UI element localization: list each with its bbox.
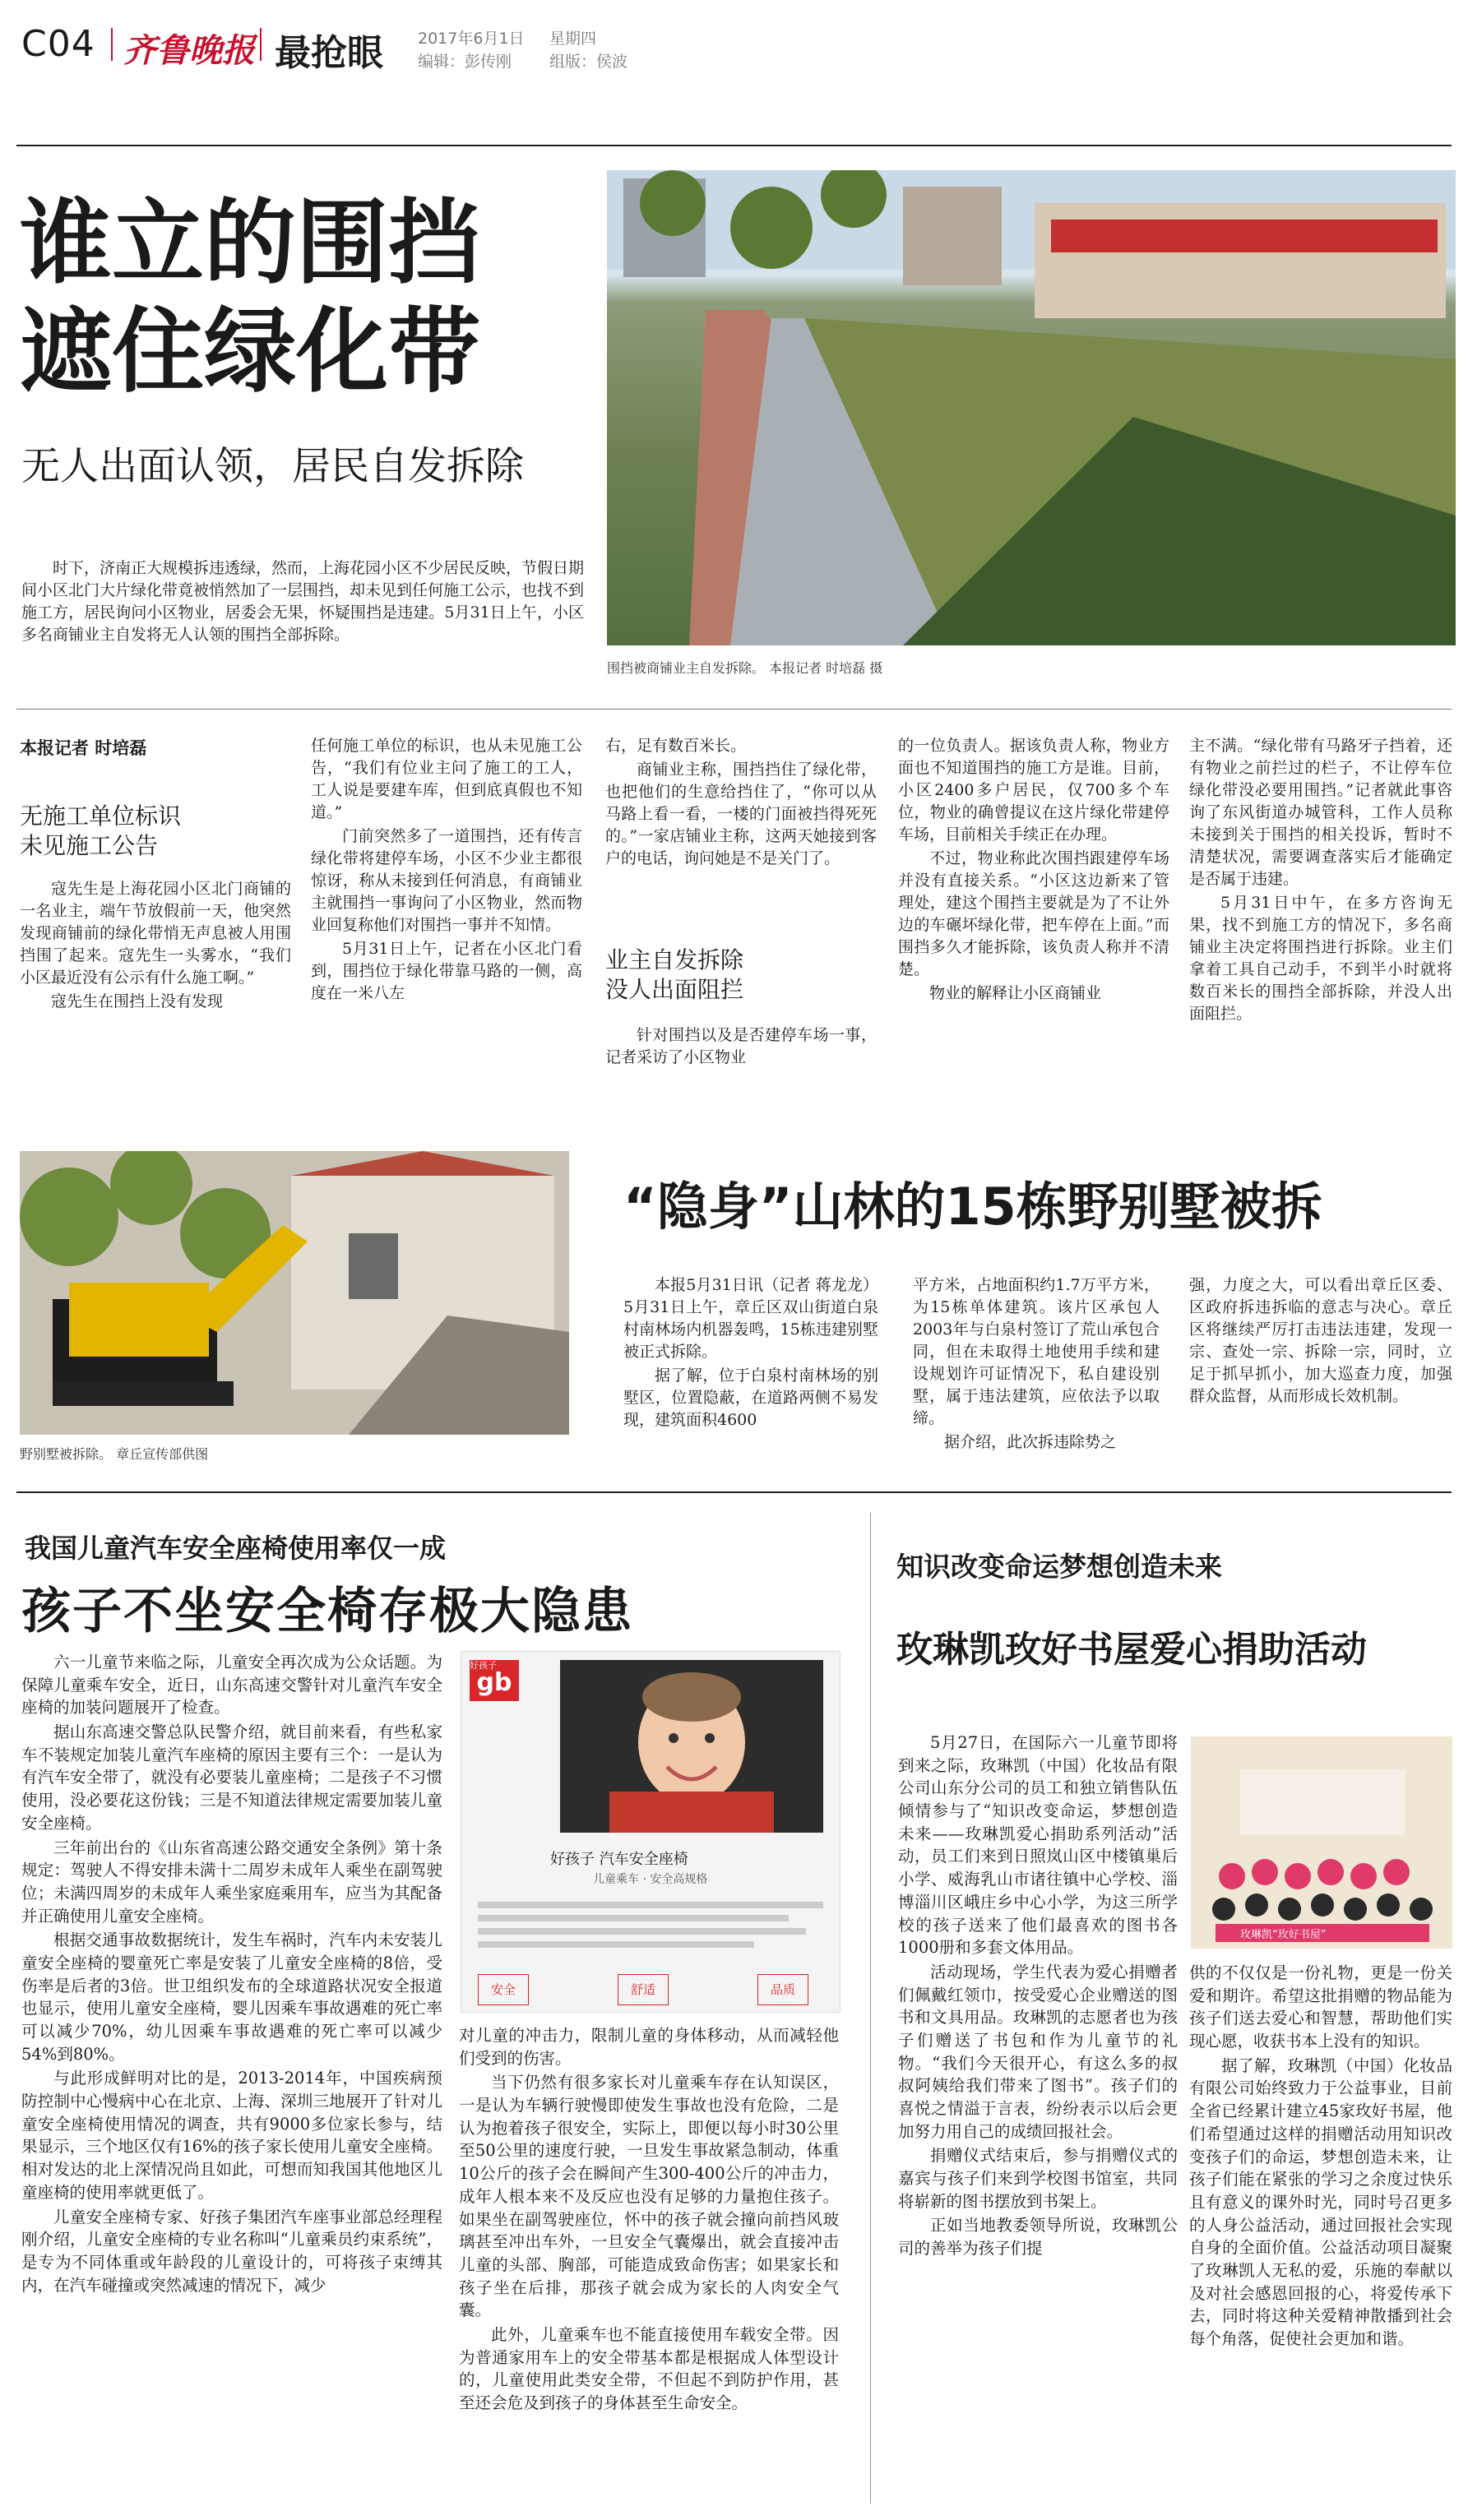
story1-col2-p1: 任何施工单位的标识，也从未见施工公告，“我们有位业主问了施工的工人，工人说是要建车库，但到底真假也不知道。” xyxy=(311,737,582,821)
page-header xyxy=(0,0,1468,74)
story2-col1-p1: 本报5月31日讯（记者 蒋龙龙） 5月31日上午，章丘区双山街道白泉村南林场内机器轰鸣，15栋违建别墅被正式拆除。 xyxy=(623,1276,878,1361)
story3-ad xyxy=(461,1651,841,2013)
ad-features xyxy=(478,1895,823,1969)
story3-col2-p2: 当下仍然有很多家长对儿童乘车存在认知误区，一是认为车辆行驶慢即使发生事故也没有危险，二是认为抱着孩子很安全，实际上，即便以每小时30公里至50公里的速度行驶，一旦发生事故紧急制动，体重10公斤的孩子会在瞬间产生300-400公斤的冲击力，成年人根本来不及反应也没有足够的力量抱住孩子。如果坐在副驾驶座位，怀中的孩子就会撞向前挡风玻璃甚至冲出车外，一旦安全气囊爆出，就会直接冲击儿童的头部、胸部，可能造成致命伤害；如果家长和孩子坐在后排，那孩子就会成为家长的人肉安全气囊。 xyxy=(459,2073,839,2320)
story1-col1-p1: 寇先生是上海花园小区北门商铺的一名业主，端午节放假前一天，他突然发现商铺前的绿化带悄无声息被人用围挡围了起来。寇先生一头雾水，“我们小区最近没有公示有什么施工啊。” xyxy=(20,880,291,987)
story4-kicker: 知识改变命运梦想创造未来 xyxy=(896,1551,1222,1583)
story2-photo-caption: 野别墅被拆除。 章丘宣传部供图 xyxy=(20,1446,209,1462)
story1-col1 xyxy=(20,878,291,1015)
story2-headline: “隐身”山林的15栋野别墅被拆 xyxy=(623,1177,1322,1237)
story1-col3-p1: 右，足有数百米长。 xyxy=(605,737,747,755)
story1-col3b xyxy=(605,1024,877,1070)
story4-col2-p2: 据了解，玫琳凯（中国）化妆品有限公司始终致力于公益事业，目前全省已经累计建立45家玫好书屋，他们希望通过这样的捐赠活动用知识改变孩子们的命运，梦想创造未来，让孩子们能在紧张的学习之余度过快乐且有意义的课外时光，同时号召更多的人身公益活动，通过回报社会实现自身的全面价值。公益活动项目凝聚了玫琳凯人无私的爱，乐施的奉献以及对社会感恩回报的心，将爱传承下去，同时将这种关爱精神散播到社会每个角落，促使社会更加和谐。 xyxy=(1189,2055,1452,2348)
story4-photo xyxy=(1191,1736,1452,1949)
story3-col2-p3: 此外，儿童乘车也不能直接使用车载安全带。因为普通家用车上的安全带基本都是根据成人体型设计的，儿童使用此类安全带，不但起不到防护作用，甚至还会危及到孩子的身体甚至生命安全。 xyxy=(459,2324,839,2412)
story4-col2-p1: 供的不仅仅是一份礼物，更是一份关爱和期许。希望这批捐赠的物品能为孩子们送去爱心和智慧，帮助他们实现心愿，收获书本上没有的知识。 xyxy=(1189,1963,1452,2051)
story4-col1 xyxy=(898,1732,1178,2262)
story1-col3-p3: 针对围挡以及是否建停车场一事，记者采访了小区物业 xyxy=(605,1026,877,1066)
story4-col1-p4: 正如当地教委领导所说，玫琳凯公司的善举为孩子们提 xyxy=(898,2216,1178,2259)
story1-col4-p1: 的一位负责人。据该负责人称，物业方面也不知道围挡的施工方是谁。目前，小区2400多户居民，仅700多个车位，物业的确曾提议在这片绿化带建停车场，目前相关手续正在办理。 xyxy=(898,737,1169,844)
story3-col2 xyxy=(459,2024,839,2416)
ad-badge-safety: 安全 xyxy=(478,1974,529,2005)
ad-tagline: 儿童乘车 · 安全高规格 xyxy=(593,1873,708,1886)
story3-headline: 孩子不坐安全椅存极大隐患 xyxy=(21,1583,633,1640)
story1-col5 xyxy=(1189,735,1452,1027)
story3-col2-p1: 对儿童的冲击力，限制儿童的身体移动，从而减轻他们受到的伤害。 xyxy=(459,2026,839,2068)
story3-col1-p2: 据山东高速交警总队民警介绍，就目前来看，有些私家车不装规定加装儿童汽车座椅的原因主要有三个：一是认为有汽车安全带了，就没有必要装儿童座椅；二是孩子不习惯使用，没必要花这份钱；三是不知道法律规定需要加装儿童安全座椅。 xyxy=(21,1722,442,1833)
section-name: 最抢眼 xyxy=(275,32,383,74)
story1-col5-p2: 5月31日中午，在多方咨询无果，找不到施工方的情况下，多名商铺业主决定将围挡进行拆除。业主们拿着工具自己动手，不到半小时就将数百米长的围挡全部拆除，并没人出面阻拦。 xyxy=(1189,893,1452,1023)
editor-credit: 编辑：彭传刚 xyxy=(418,53,512,71)
ad-brand-name: 好孩子 xyxy=(470,1660,497,1671)
story2-col3 xyxy=(1189,1274,1452,1409)
story2-col1-p2: 据了解，位于白泉村南林场的别墅区，位置隐蔽，在道路两侧不易发现，建筑面积4600 xyxy=(623,1366,878,1429)
story4-headline: 玫琳凯玫好书屋爱心捐助活动 xyxy=(896,1629,1367,1671)
ad-brand-logo: gb xyxy=(470,1660,519,1701)
issue-date: 2017年6月1日 xyxy=(418,30,525,48)
story3-col1 xyxy=(21,1651,442,2298)
story2-col2 xyxy=(913,1274,1160,1455)
issue-weekday: 星期四 xyxy=(549,30,597,48)
story1-rule xyxy=(16,709,1452,710)
story1-photo xyxy=(607,170,1456,645)
story4-col1-p2: 活动现场，学生代表为爱心捐赠者们佩戴红领巾，按受爱心企业赠送的图书和文具用品。玫琳凯的志愿者也为孩子们赠送了书包和作为儿童节的礼物。“我们今天很开心，有这么多的叔叔阿姨给我们带来了图书”。孩子们的喜悦之情溢于言表，纷纷表示以后会更加努力用自己的成绩回报社会。 xyxy=(898,1962,1178,2141)
page-number: C04 xyxy=(21,23,95,65)
story1-headline xyxy=(20,189,595,406)
story1-lead-text: 时下，济南正大规模拆违透绿，然而，上海花园小区不少居民反映，节假日期间小区北门大片绿化带竟被悄然加了一层围挡，却未见到任何施工公示，也找不到施工方，居民询问小区物业，居委会无果，怀疑围挡是违建。5月31日上午，小区多名商铺业主自发将无人认领的围挡全部拆除。 xyxy=(21,559,585,644)
story3-col1-p4: 根据交通事故数据统计，发生车祸时，汽车内未安装儿童安全座椅的婴童死亡率是安装了儿童安全座椅的8倍，受伤率是后者的3倍。世卫组织发布的全球道路状况安全报道也显示，使用儿童安全座椅，婴儿因乘车事故遇难的死亡率可以减少70%，幼儿因乘车事故遇难的死亡率可以减少54%到80%。 xyxy=(21,1930,442,2064)
story1-headline-line1: 谁立的围挡 xyxy=(20,190,480,297)
story2-col3-p1: 强，力度之大，可以看出章丘区委、区政府拆违拆临的意志与决心。章丘区将继续严厉打击违法违建，发现一宗、查处一宗、拆除一宗，同时，立足于抓早抓小，加大巡查力度，加强群众监督，从而形成长效机制。 xyxy=(1189,1276,1452,1405)
story1-col4-p3: 物业的解释让小区商铺业 xyxy=(929,983,1102,1002)
story1-col3-subhead: 业主自发拆除 没人出面阻拦 xyxy=(605,946,744,1004)
story1-col2-p3: 5月31日上午，记者在小区北门看到，围挡位于绿化带靠马路的一侧，高度在一米八左 xyxy=(311,939,582,1002)
ad-badge-quality: 品质 xyxy=(757,1974,808,2005)
story2-photo xyxy=(20,1151,569,1435)
ad-badge-comfort: 舒适 xyxy=(618,1974,669,2005)
story4-banner-text: 玫琳凯“玫好书屋” xyxy=(1240,1929,1327,1941)
story4-col1-p1: 5月27日，在国际六一儿童节即将到来之际，玫琳凯（中国）化妆品有限公司山东分公司的员工和独立销售队伍倾情参与了“知识改变命运，梦想创造未来——玫琳凯爱心捐助系列活动”活动，员工们来到日照岚山区中楼镇巢后小学、威海乳山市诸往镇中心学校、淄博淄川区峨庄乡中心小学，为这三所学校的孩子送来了他们最喜欢的图书各1000册和多套文体用品。 xyxy=(898,1733,1178,1958)
story3-col1-p6: 儿童安全座椅专家、好孩子集团汽车座事业部总经理程刚介绍，儿童安全座椅的专业名称叫“儿童乘员约束系统”，是专为不同体重或年龄段的儿童设计的，可将孩子束缚其内，在汽车碰撞或突然减速的情况下，减少 xyxy=(21,2207,442,2295)
story1-photo-illustration xyxy=(607,170,1456,645)
story1-col2-p2: 门前突然多了一道围挡，还有传言绿化带将建停车场，小区不少业主都很惊讶，称从未接到任何消息，有商铺业主就围挡一事询问了小区物业，然而物业回复称他们对围挡一事并不知情。 xyxy=(311,826,582,934)
story1-col3-p2: 商铺业主称，围挡挡住了绿化带，也把他们的生意给挡住了，“你可以从马路上看一看，一楼的门面被挡得死死的。”一家店铺业主称，这两天她接到客户的电话，询问她是不是关门了。 xyxy=(605,760,877,867)
header-divider xyxy=(111,28,113,61)
story2-photo-illustration xyxy=(20,1151,569,1435)
layout-credit: 组版：侯波 xyxy=(549,53,628,71)
story4-photo-illustration xyxy=(1191,1736,1452,1949)
story2-rule xyxy=(16,1491,1452,1493)
story4-col1-p3: 捐赠仪式结束后，参与捐赠仪式的嘉宾与孩子们来到学校图书馆室，共同将崭新的图书摆放到书架上。 xyxy=(898,2146,1178,2211)
story2-col1 xyxy=(623,1274,878,1433)
story3-kicker: 我国儿童汽车安全座椅使用率仅一成 xyxy=(25,1533,447,1564)
story4-col2 xyxy=(1189,1962,1452,2352)
story3-col1-p5: 与此形成鲜明对比的是，2013-2014年，中国疾病预防控制中心慢病中心在北京、上海、深圳三地展开了针对儿童安全座椅使用情况的调查，共有9000多位家长参与，结果显示，三个地区仅有16%的孩子家长使用儿童安全座椅。相对发达的北上深情况尚且如此，可想而知我国其他地区儿童座椅的使用率就更低了。 xyxy=(21,2069,442,2202)
header-rule xyxy=(16,145,1452,146)
ad-title: 好孩子 汽车安全座椅 xyxy=(550,1851,688,1868)
story-divider-vertical xyxy=(870,1513,871,2504)
story1-headline-line2: 遮住绿化带 xyxy=(20,298,480,406)
story1-byline: 本报记者 时培磊 xyxy=(20,738,147,758)
story1-subheadline: 无人出面认领，居民自发拆除 xyxy=(21,444,524,489)
story2-col2-p1: 平方米，占地面积约1.7万平方米，为15栋单体建筑。该片区承包人2003年与白泉村签订了荒山承包合同，但在未取得土地使用手续和建设规划许可证情况下，私自建设别墅，属于违法建筑，应依法予以取缔。 xyxy=(913,1276,1160,1427)
story2-col2-p2: 据介绍，此次拆违除势之 xyxy=(944,1432,1117,1451)
story1-col4 xyxy=(898,735,1169,1006)
masthead-logo: 齐鲁晚报 xyxy=(123,31,255,70)
story1-lead xyxy=(21,557,584,648)
header-divider-2 xyxy=(260,28,262,61)
ad-child-seat-illustration xyxy=(461,1652,840,1841)
story1-col4-p2: 不过，物业称此次围挡跟建停车场并没有直接关系。“小区这边新来了管理处，建这个围挡主要就是为了不让外边的车碾坏绿化带，把车停在上面。”而围挡多久才能拆除，该负责人称并不清楚。 xyxy=(898,848,1169,978)
story1-col3 xyxy=(605,735,877,872)
story1-photo-caption: 围挡被商铺业主自发拆除。 本报记者 时培磊 摄 xyxy=(607,660,883,676)
story1-col1-subhead: 无施工单位标识 未见施工公告 xyxy=(20,802,182,860)
story3-col1-p3: 三年前出台的《山东省高速公路交通安全条例》第十条规定：驾驶人不得安排未满十二周岁未成年人乘坐在副驾驶位；未满四周岁的未成年人乘坐家庭乘用车，应当为其配备并正确使用儿童安全座椅。 xyxy=(21,1838,442,1926)
story1-col1-p2: 寇先生在围挡上没有发现 xyxy=(51,992,224,1010)
story3-col1-p1: 六一儿童节来临之际，儿童安全再次成为公众话题。为保障儿童乘车安全，近日，山东高速交警针对儿童汽车安全座椅的加装问题展开了检查。 xyxy=(21,1653,442,1718)
story1-col2 xyxy=(311,735,582,1006)
story1-col5-p1: 主不满。“绿化带有马路牙子挡着，还有物业之前拦过的栏子，不让停车位绿化带没必要用围挡。”记者就此事咨询了东风街道办城管科，工作人员称未接到关于围挡的相关投诉，暂时不清楚状况，需要调查落实后才能确定是否属于违建。 xyxy=(1189,737,1452,888)
